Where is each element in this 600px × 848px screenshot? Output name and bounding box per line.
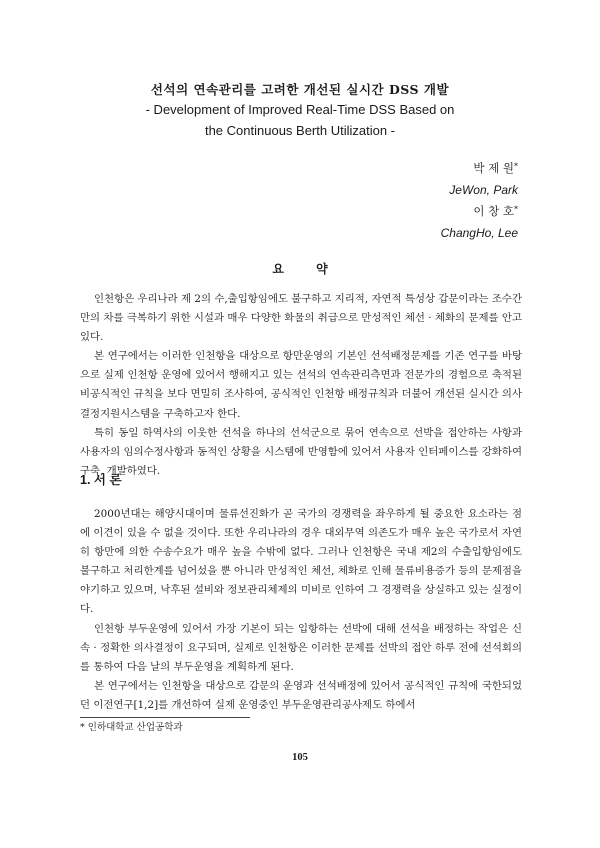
abstract-paragraph: 본 연구에서는 이러한 인천항을 대상으로 항만운영의 기본인 선석배정문제를 기존 연구를 바탕으로 실제 인천항 운영에 있어서 행해지고 있는 선석의 연속관리측면과 전문가의 경험으로 축적된 비공식적인 규칙을 보다 면밀히 조사하여, 공식적인 인천항 배정규칙과 더불어 개선된 실시간 의사결정지원시스템을 구축하고자 한다. [80, 350, 522, 420]
introduction-body [80, 505, 522, 715]
author-2-english: ChangHo, Lee [440, 225, 518, 240]
title-korean: 선석의 연속관리를 고려한 개선된 실시간 DSS 개발 [150, 82, 450, 97]
body-paragraph: 2000년대는 해양시대이며 물류선진화가 곧 국가의 경쟁력을 좌우하게 될 중요한 요소라는 점에 이견이 있을 수 없을 것이다. 또한 우리나라의 경우 대외무역 의존도가 매우 높은 국가로서 자연히 항만에 의한 수송수요가 매우 높을 수밖에 없다. 그러나 인천항은 국내 제2의 수출입항임에도 불구하고 처리한계를 넘어섰을 뿐 아니라 만성적인 체선, 체화로 인해 물류비용증가 등의 문제점을 야기하고 있으며, 낙후된 설비와 정보관리체제의 미비로 인하여 그 경쟁력을 상실하고 있는 실정이다. [80, 508, 522, 616]
author-1-english: JeWon, Park [449, 182, 518, 197]
title-english-line-2: the Continuous Berth Utilization - [204, 123, 396, 138]
abstract-heading: 요 약 [272, 262, 342, 276]
abstract [80, 290, 522, 481]
title-english-line-1: - Development of Improved Real-Time DSS Based on [145, 102, 455, 117]
abstract-paragraph: 특히 동일 하역사의 이웃한 선석을 하나의 선석군으로 묶어 연속으로 선박을 접안하는 사항과 사용자의 임의수정사항과 동적인 상황을 시스템에 반영함에 있어서 사용자 인터페이스를 강화하여 구축, 개발하였다. [80, 426, 522, 477]
page-number: 105 [292, 752, 308, 763]
author-2-korean: 이 창 호* [473, 204, 518, 218]
abstract-paragraph: 인천항은 우리나라 제 2의 수,출입항임에도 불구하고 지리적, 자연적 특성상 갑문이라는 조수간만의 차를 극복하기 위한 시설과 매우 다양한 화물의 취급으로 만성적인 체선 · 체화의 문제를 안고 있다. [80, 293, 522, 344]
section-heading-introduction: 1. 서 론 [80, 473, 122, 487]
author-1-korean: 박 제 원* [473, 161, 518, 175]
body-paragraph: 인천항 부두운영에 있어서 가장 기본이 되는 입항하는 선박에 대해 선석을 배정하는 작업은 신속 · 정확한 의사결정이 요구되며, 실제로 인천항은 이러한 문제를 선박의 접안 하루 전에 선석회의를 통하여 다음 날의 부두운영을 계획하게 된다. [80, 622, 522, 673]
footnote-affiliation: * 인하대학교 산업공학과 [80, 722, 183, 733]
author-block [441, 158, 518, 244]
footnote-divider [80, 717, 250, 718]
body-paragraph: 본 연구에서는 인천항을 대상으로 갑문의 운영과 선석배정에 있어서 공식적인 규칙에 국한되었던 이전연구[1,2]를 개선하여 실제 운영중인 부두운영관리공사제도 하에서 [80, 679, 522, 711]
